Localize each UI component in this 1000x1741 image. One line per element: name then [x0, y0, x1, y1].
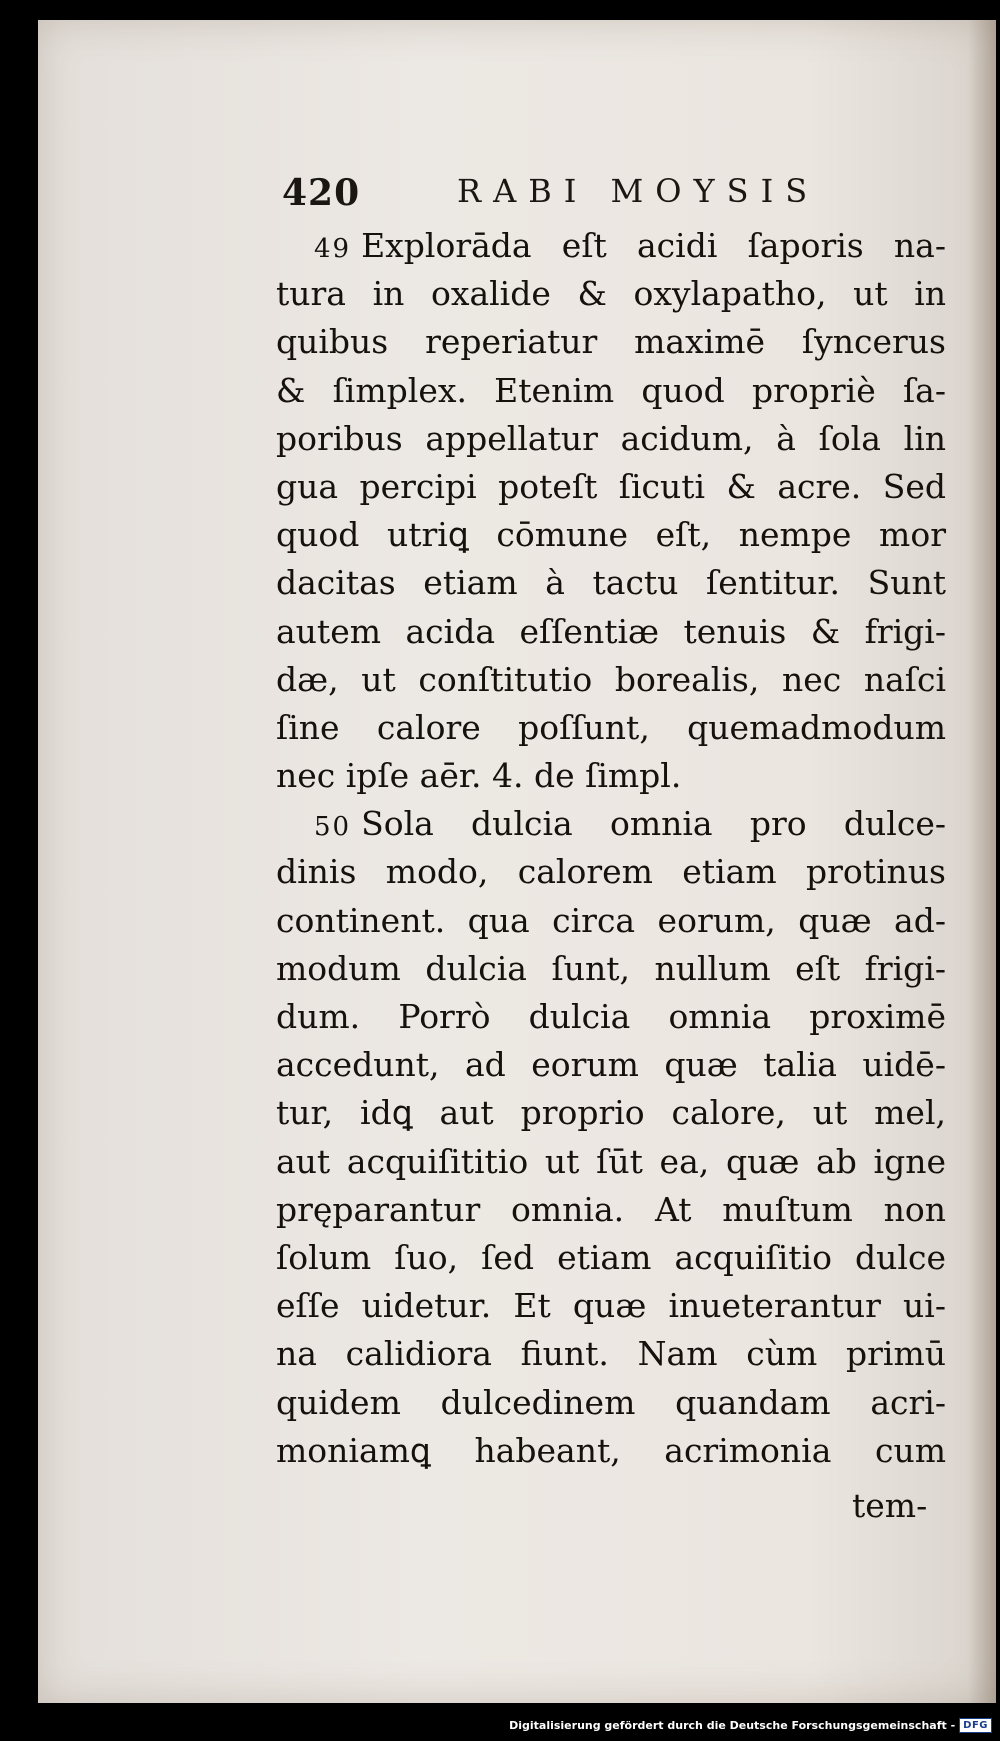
- line-text: poribus appellatur acidum, à ſola lin: [276, 418, 946, 458]
- line-text: & ſimplex. Etenim quod propriè ſa-: [276, 370, 946, 410]
- line-text: aut acquiſititio ut ſūt ea, quæ ab igne: [276, 1141, 946, 1181]
- text-line: [276, 800, 946, 848]
- text-line: [276, 993, 946, 1041]
- line-text: nec ipſe aēr. 4. de ſimpl.: [276, 756, 682, 796]
- text-line: [276, 270, 946, 318]
- text-line: [276, 752, 946, 800]
- section-number: 49: [314, 234, 352, 264]
- text-line: [276, 704, 946, 752]
- page-number: 420: [282, 172, 361, 214]
- text-line: [276, 1379, 946, 1427]
- line-text: eſſe uidetur. Et quæ inueterantur ui-: [276, 1286, 946, 1326]
- line-text: tura in oxalide & oxylapatho, ut in: [276, 274, 946, 314]
- line-text: Sola dulcia omnia pro dulce-: [361, 804, 946, 844]
- line-text: dinis modo, calorem etiam protinus: [276, 852, 946, 892]
- line-text: accedunt, ad eorum quæ talia uidē-: [276, 1045, 946, 1085]
- text-line: [276, 222, 946, 270]
- credit-text: Digitalisierung gefördert durch die Deutsche Forschungsgemeinschaft -: [509, 1719, 956, 1732]
- line-text: quod utriꝗ cōmune eſt, nempe mor: [276, 515, 946, 555]
- text-line: [276, 559, 946, 607]
- text-line: [276, 1089, 946, 1137]
- text-line: [276, 1138, 946, 1186]
- text-line: [276, 848, 946, 896]
- section-number: 50: [314, 812, 352, 843]
- text-line: [276, 511, 946, 559]
- line-text: autem acida eſſentiæ tenuis & frigi-: [276, 611, 946, 651]
- text-line: [276, 463, 946, 511]
- text-line: [276, 318, 946, 366]
- line-text: modum dulcia ſunt, nullum eſt frigi-: [276, 948, 946, 988]
- text-line: [276, 608, 946, 656]
- line-text: ſolum ſuo, ſed etiam acquiſitio dulce: [276, 1237, 946, 1277]
- line-text: na calidiora fiunt. Nam cùm primū: [276, 1334, 946, 1374]
- text-line: [276, 1186, 946, 1234]
- text-line: [276, 1427, 946, 1475]
- text-line: [276, 1330, 946, 1378]
- page-header: [282, 172, 822, 216]
- line-text: quidem dulcedinem quandam acri-: [276, 1382, 946, 1422]
- dfg-logo: DFG: [959, 1718, 992, 1733]
- catchword: tem-: [852, 1486, 928, 1525]
- line-text: quibus reperiatur maximē ſyncerus: [276, 322, 946, 362]
- line-text: dacitas etiam à tactu ſentitur. Sunt: [276, 563, 946, 603]
- line-text: tur, idꝗ aut proprio calore, ut mel,: [276, 1093, 946, 1133]
- digitization-credit: [509, 1718, 992, 1733]
- line-text: gua percipi poteſt ſicuti & acre. Sed: [276, 466, 946, 506]
- text-line: [276, 1282, 946, 1330]
- line-text: pręparantur omnia. At muſtum non: [276, 1189, 946, 1229]
- body-text: [276, 222, 946, 1475]
- text-line: [276, 367, 946, 415]
- line-text: continent. qua circa eorum, quæ ad-: [276, 900, 946, 940]
- text-line: [276, 1234, 946, 1282]
- text-line: [276, 656, 946, 704]
- line-text: Explorāda eſt acidi ſaporis na-: [361, 226, 946, 265]
- text-line: [276, 897, 946, 945]
- running-title: RABI MOYSIS: [457, 172, 820, 210]
- line-text: dum. Porrò dulcia omnia proximē: [276, 997, 946, 1036]
- page-edge-shadow: [968, 20, 996, 1703]
- line-text: moniamꝗ habeant, acrimonia cum: [276, 1430, 946, 1470]
- text-line: [276, 1041, 946, 1089]
- line-text: dæ, ut conſtitutio borealis, nec naſci: [276, 659, 946, 699]
- line-text: ſine calore poſſunt, quemadmodum: [276, 707, 946, 747]
- text-line: [276, 415, 946, 463]
- text-line: [276, 945, 946, 993]
